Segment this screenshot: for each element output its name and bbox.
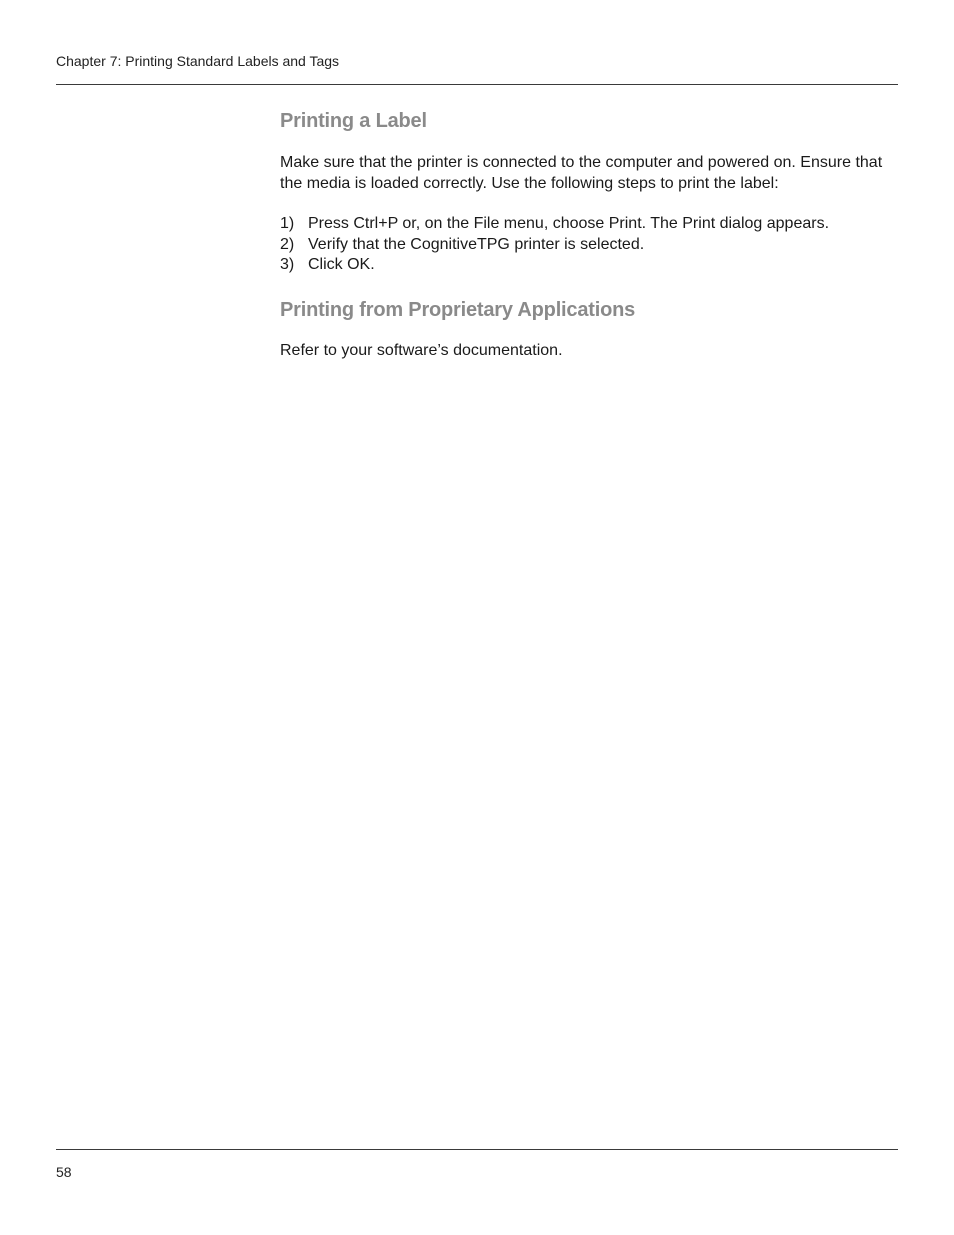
section-heading-printing-a-label: Printing a Label <box>280 110 427 132</box>
step-text: Press Ctrl+P or, on the File menu, choose Print. The Print dialog appears. <box>308 215 830 232</box>
section-heading-proprietary-applications: Printing from Proprietary Applications <box>280 298 636 321</box>
list-item <box>280 214 898 235</box>
section-paragraph: Make sure that the printer is connected to the computer and powered on. Ensure that the media is loaded correctly. Use the following steps to print the label: <box>280 154 883 192</box>
page-content <box>280 108 898 361</box>
step-number: 3) <box>280 256 295 273</box>
step-number: 1) <box>280 215 295 232</box>
step-number: 2) <box>280 235 295 253</box>
header-divider <box>56 84 898 85</box>
section-paragraph: Refer to your software’s documentation. <box>280 341 563 359</box>
footer-divider <box>56 1149 898 1150</box>
step-text: Verify that the CognitiveTPG printer is selected. <box>308 235 645 253</box>
page-number: 58 <box>56 1164 72 1180</box>
list-item <box>280 235 898 256</box>
running-header: Chapter 7: Printing Standard Labels and Tags <box>56 53 340 69</box>
step-text: Click OK. <box>308 256 375 273</box>
steps-list <box>280 214 898 276</box>
list-item <box>280 255 898 276</box>
